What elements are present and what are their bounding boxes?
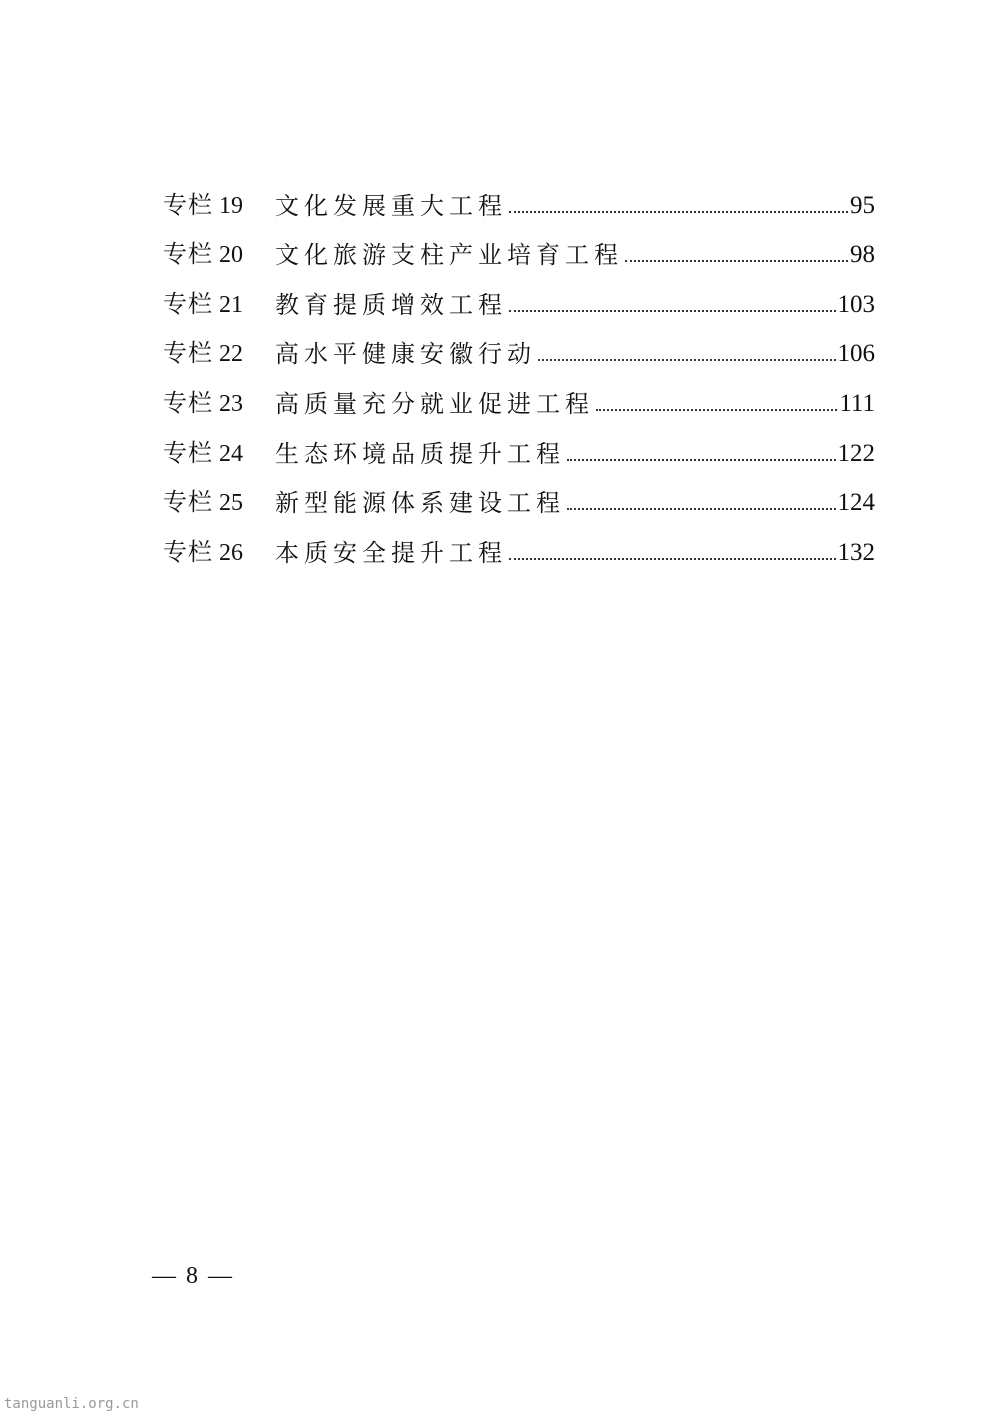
page-number: 106 — [837, 340, 875, 368]
toc-entry[interactable] — [163, 317, 875, 367]
page-number: 95 — [850, 191, 875, 219]
entry-title: 生态环境品质提升工程 — [275, 439, 565, 468]
entry-title: 高水平健康安徽行动 — [275, 340, 536, 369]
toc-entry[interactable] — [163, 416, 875, 466]
dot-leader — [538, 358, 836, 361]
page-number: 124 — [837, 489, 875, 517]
column-label: 专栏 24 — [163, 438, 243, 467]
watermark-text: tanguanli.org.cn — [4, 1396, 139, 1412]
page-number: 103 — [837, 290, 875, 318]
page-number: 122 — [837, 439, 875, 467]
dot-leader — [509, 309, 836, 312]
dot-leader — [567, 458, 836, 461]
column-label: 专栏 20 — [163, 240, 243, 269]
entry-title: 教育提质增效工程 — [275, 290, 507, 319]
column-label: 专栏 21 — [163, 289, 243, 318]
page-number: 111 — [839, 389, 875, 417]
column-label: 专栏 22 — [163, 339, 243, 368]
column-label: 专栏 26 — [163, 537, 243, 566]
toc-entry[interactable] — [163, 515, 875, 565]
dot-leader — [509, 210, 848, 213]
toc-entry[interactable] — [163, 466, 875, 516]
column-label: 专栏 23 — [163, 388, 243, 417]
entry-title: 高质量充分就业促进工程 — [275, 389, 594, 418]
toc-entry[interactable] — [163, 218, 875, 268]
dot-leader — [567, 507, 836, 510]
toc-entry[interactable] — [163, 168, 875, 218]
page-number: 132 — [837, 538, 875, 566]
entry-title: 本质安全提升工程 — [275, 538, 507, 567]
footer-page-number: — 8 — — [152, 1263, 234, 1289]
entry-title: 新型能源体系建设工程 — [275, 489, 565, 518]
toc-entry[interactable] — [163, 366, 875, 416]
page-number: 98 — [850, 241, 875, 269]
toc-entry[interactable] — [163, 267, 875, 317]
column-label: 专栏 19 — [163, 190, 243, 219]
dot-leader — [509, 557, 836, 560]
entry-title: 文化发展重大工程 — [275, 191, 507, 220]
table-of-contents — [163, 168, 875, 565]
entry-title: 文化旅游支柱产业培育工程 — [275, 241, 623, 270]
dot-leader — [596, 408, 837, 411]
dot-leader — [625, 259, 848, 262]
column-label: 专栏 25 — [163, 488, 243, 517]
